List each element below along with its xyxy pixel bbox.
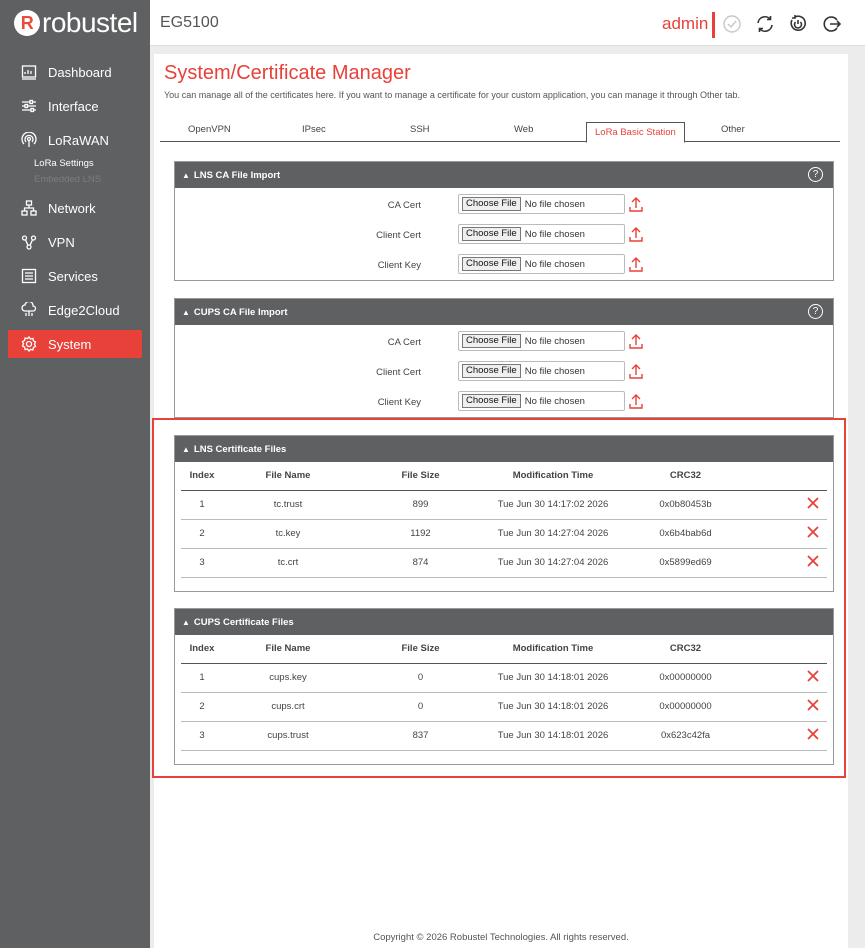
field-label: Client Key	[377, 260, 421, 271]
list-icon	[20, 267, 38, 285]
cell-index: 1	[181, 490, 223, 519]
client-cert-file-input[interactable]	[458, 224, 625, 244]
cell-modification-time: Tue Jun 30 14:17:02 2026	[488, 490, 618, 519]
collapse-caret-icon: ▲	[182, 307, 190, 317]
sidebar-item-label: Dashboard	[48, 64, 112, 80]
choose-file-button[interactable]: Choose File	[462, 257, 521, 271]
file-status: No file chosen	[524, 395, 585, 407]
delete-icon[interactable]	[805, 697, 821, 713]
device-model: EG5100	[160, 14, 219, 31]
cups-files-table	[181, 635, 827, 751]
tab-ipsec[interactable]: IPsec	[302, 124, 326, 135]
cell-crc32: 0x5899ed69	[618, 548, 753, 577]
column-header-index: Index	[181, 462, 223, 490]
cell-file-size: 1192	[353, 519, 488, 548]
help-icon[interactable]: ?	[808, 304, 823, 319]
column-header-actions	[753, 462, 827, 490]
dashboard-icon	[20, 63, 38, 81]
user-name[interactable]: admin	[662, 14, 709, 33]
column-header-file-size: File Size	[353, 462, 488, 490]
field-label: CA Cert	[387, 337, 421, 348]
network-icon	[20, 199, 38, 217]
file-status: No file chosen	[524, 258, 585, 270]
form-row-ca-cert	[175, 328, 833, 358]
content-area	[150, 46, 865, 948]
cell-modification-time: Tue Jun 30 14:27:04 2026	[488, 519, 618, 548]
main-panel	[154, 54, 848, 948]
choose-file-button[interactable]: Choose File	[462, 394, 521, 408]
choose-file-button[interactable]: Choose File	[462, 334, 521, 348]
ca-cert-file-input[interactable]	[458, 194, 625, 214]
collapse-caret-icon: ▲	[182, 170, 190, 180]
subnav-lora-settings[interactable]: LoRa Settings	[34, 158, 94, 169]
form-row-ca-cert	[175, 191, 833, 221]
cell-index: 2	[181, 519, 223, 548]
table-row	[181, 519, 827, 548]
column-header-file-name: File Name	[223, 635, 353, 663]
subnav-embedded-lns[interactable]: Embedded LNS	[34, 174, 102, 185]
client-key-file-input[interactable]	[458, 391, 625, 411]
cell-crc32: 0x623c42fa	[618, 721, 753, 750]
sidebar-item-label: System	[48, 336, 92, 352]
cell-index: 3	[181, 548, 223, 577]
wifi-icon	[20, 131, 38, 149]
table-row	[181, 692, 827, 721]
sidebar-item-label: Edge2Cloud	[48, 302, 120, 318]
form-row-client-cert	[175, 221, 833, 251]
lorawan-subnav	[34, 156, 142, 188]
sidebar-item-system[interactable]	[8, 330, 142, 358]
brand-logo[interactable]	[0, 0, 150, 46]
section-header[interactable]	[175, 609, 833, 635]
form-row-client-key	[175, 251, 833, 281]
tab-other[interactable]: Other	[721, 124, 745, 135]
cell-index: 3	[181, 721, 223, 750]
section-title: CUPS Certificate Files	[193, 616, 294, 628]
robustel-logo-icon: R	[14, 10, 40, 36]
section-title: LNS CA File Import	[193, 169, 281, 181]
logout-icon[interactable]	[821, 14, 841, 34]
help-icon[interactable]: ?	[808, 167, 823, 182]
cell-file-size: 0	[353, 692, 488, 721]
column-header-file-name: File Name	[223, 462, 353, 490]
section-header[interactable]	[175, 162, 833, 188]
cups-certificate-files-section	[174, 608, 834, 765]
delete-icon[interactable]	[805, 726, 821, 742]
column-header-modification-time: Modification Time	[488, 462, 618, 490]
tab-bar	[160, 122, 840, 142]
page-title: System/Certificate Manager	[164, 62, 411, 84]
cell-actions	[753, 490, 827, 519]
vpn-icon	[20, 233, 38, 251]
cell-file-size: 0	[353, 663, 488, 692]
sidebar-item-lorawan[interactable]	[8, 126, 142, 154]
cell-file-name: cups.trust	[223, 721, 353, 750]
save-check-icon[interactable]	[722, 14, 742, 34]
footer-copyright: Copyright © 2026 Robustel Technologies. All rights reserved.	[373, 932, 629, 943]
cell-file-name: cups.crt	[223, 692, 353, 721]
sidebar-item-services[interactable]	[8, 262, 142, 290]
file-status: No file chosen	[524, 365, 585, 377]
cell-modification-time: Tue Jun 30 14:18:01 2026	[488, 721, 618, 750]
table-row	[181, 548, 827, 577]
sidebar-item-label: Services	[48, 268, 98, 284]
cell-file-size: 874	[353, 548, 488, 577]
cell-crc32: 0x0b80453b	[618, 490, 753, 519]
cell-modification-time: Tue Jun 30 14:18:01 2026	[488, 692, 618, 721]
form-row-client-key	[175, 388, 833, 418]
tab-openvpn[interactable]: OpenVPN	[188, 124, 231, 135]
cups-ca-import-section	[174, 298, 834, 418]
logo-text: robustel	[42, 7, 138, 38]
file-status: No file chosen	[524, 228, 585, 240]
section-header[interactable]	[175, 436, 833, 462]
collapse-caret-icon: ▲	[182, 617, 190, 627]
cloud-icon	[20, 301, 38, 319]
cell-file-name: tc.crt	[223, 548, 353, 577]
cell-file-size: 899	[353, 490, 488, 519]
client-key-file-input[interactable]	[458, 254, 625, 274]
section-header[interactable]	[175, 299, 833, 325]
cell-file-size: 837	[353, 721, 488, 750]
sidebar-item-interface[interactable]	[8, 92, 142, 120]
choose-file-button[interactable]: Choose File	[462, 197, 521, 211]
cell-actions	[753, 692, 827, 721]
table-row	[181, 663, 827, 692]
sidebar-item-vpn[interactable]	[8, 228, 142, 256]
choose-file-button[interactable]: Choose File	[462, 364, 521, 378]
section-title: CUPS CA File Import	[193, 306, 288, 318]
upload-icon[interactable]	[629, 226, 643, 242]
sidebar-item-network[interactable]	[8, 194, 142, 222]
sidebar-item-label: LoRaWAN	[48, 132, 109, 148]
file-status: No file chosen	[524, 335, 585, 347]
sidebar	[0, 0, 150, 948]
cell-crc32: 0x6b4bab6d	[618, 519, 753, 548]
sidebar-item-label: VPN	[48, 234, 75, 250]
column-header-index: Index	[181, 635, 223, 663]
column-header-actions	[753, 635, 827, 663]
tab-web[interactable]: Web	[514, 124, 534, 135]
cell-index: 1	[181, 663, 223, 692]
field-label: Client Key	[377, 397, 421, 408]
upload-icon[interactable]	[629, 256, 643, 272]
divider	[712, 12, 715, 38]
cell-file-name: tc.key	[223, 519, 353, 548]
cell-crc32: 0x00000000	[618, 663, 753, 692]
table-row	[181, 490, 827, 519]
delete-icon[interactable]	[805, 495, 821, 511]
gear-icon	[20, 335, 38, 353]
form-row-client-cert	[175, 358, 833, 388]
sidebar-nav	[8, 58, 142, 364]
delete-icon[interactable]	[805, 668, 821, 684]
lns-certificate-files-section	[174, 435, 834, 592]
tab-ssh[interactable]: SSH	[410, 124, 430, 135]
field-label: CA Cert	[387, 200, 421, 211]
cell-index: 2	[181, 692, 223, 721]
sidebar-item-edge2cloud[interactable]	[8, 296, 142, 324]
column-header-modification-time: Modification Time	[488, 635, 618, 663]
sidebar-item-label: Network	[48, 200, 96, 216]
field-label: Client Cert	[376, 367, 421, 378]
column-header-crc32: CRC32	[618, 635, 753, 663]
cell-actions	[753, 663, 827, 692]
sidebar-item-label: Interface	[48, 98, 99, 114]
table-row	[181, 721, 827, 750]
cell-actions	[753, 519, 827, 548]
reboot-icon[interactable]	[788, 14, 808, 34]
upload-icon[interactable]	[629, 363, 643, 379]
delete-icon[interactable]	[805, 524, 821, 540]
client-cert-file-input[interactable]	[458, 361, 625, 381]
section-title: LNS Certificate Files	[193, 443, 287, 455]
column-header-crc32: CRC32	[618, 462, 753, 490]
cell-file-name: cups.key	[223, 663, 353, 692]
cell-modification-time: Tue Jun 30 14:27:04 2026	[488, 548, 618, 577]
top-bar	[150, 0, 865, 46]
cell-modification-time: Tue Jun 30 14:18:01 2026	[488, 663, 618, 692]
field-label: Client Cert	[376, 230, 421, 241]
column-header-file-size: File Size	[353, 635, 488, 663]
sidebar-item-dashboard[interactable]	[8, 58, 142, 86]
file-status: No file chosen	[524, 198, 585, 210]
upload-icon[interactable]	[629, 333, 643, 349]
lns-ca-import-section	[174, 161, 834, 281]
ca-cert-file-input[interactable]	[458, 331, 625, 351]
sliders-icon	[20, 97, 38, 115]
cell-actions	[753, 548, 827, 577]
cell-actions	[753, 721, 827, 750]
delete-icon[interactable]	[805, 553, 821, 569]
tab-lora-basic-station[interactable]: LoRa Basic Station	[586, 122, 685, 143]
upload-icon[interactable]	[629, 196, 643, 212]
refresh-icon[interactable]	[755, 14, 775, 34]
cell-file-name: tc.trust	[223, 490, 353, 519]
collapse-caret-icon: ▲	[182, 444, 190, 454]
cell-crc32: 0x00000000	[618, 692, 753, 721]
choose-file-button[interactable]: Choose File	[462, 227, 521, 241]
lns-files-table	[181, 462, 827, 578]
upload-icon[interactable]	[629, 393, 643, 409]
page-description: You can manage all of the certificates here. If you want to manage a certificate for your custom application, you can manage it through Other tab.	[164, 90, 740, 100]
